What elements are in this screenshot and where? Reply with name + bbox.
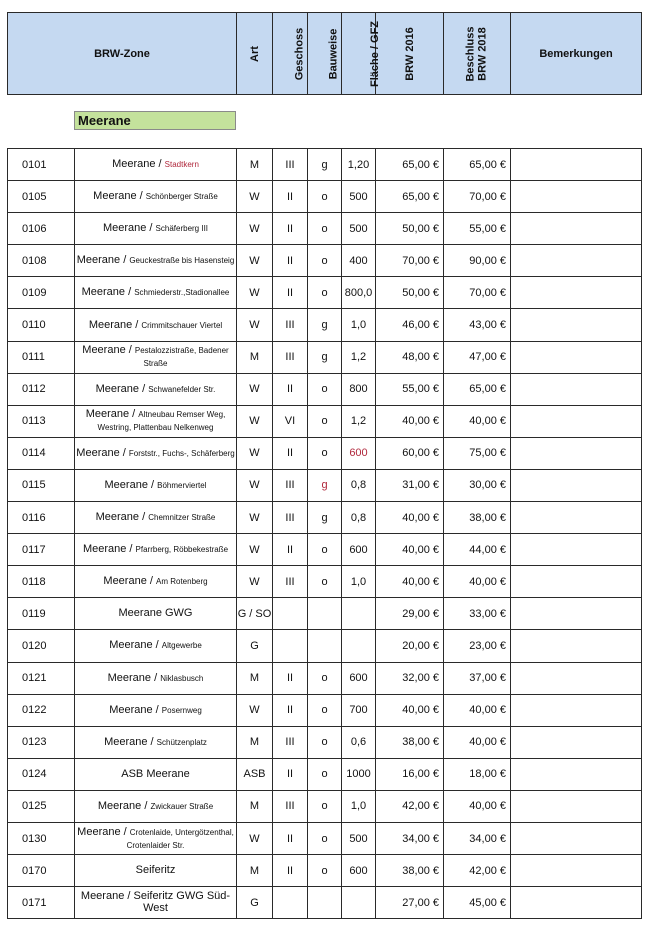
geschoss-cell: II — [273, 437, 308, 469]
table-body — [8, 149, 642, 919]
table-row — [8, 534, 642, 566]
flaeche-gfz-cell: 1,2 — [342, 405, 376, 437]
flaeche-gfz-cell: 500 — [342, 213, 376, 245]
zone-name-main: Meerane / — [85, 408, 139, 421]
geschoss-cell: III — [273, 341, 308, 373]
bemerkungen-cell — [511, 566, 642, 598]
art-cell: G — [237, 887, 273, 919]
brw-2016-cell: 27,00 € — [376, 887, 444, 919]
table-row — [8, 887, 642, 919]
brw-2018-cell: 30,00 € — [444, 469, 511, 501]
zone-name-main: Meerane / — [93, 190, 146, 203]
section-label: Meerane — [74, 111, 236, 130]
zone-name — [75, 598, 237, 630]
zone-number: 0109 — [8, 277, 75, 309]
zone-name-detail: Pestalozzistraße, Badener Straße — [134, 346, 229, 369]
art-cell: W — [237, 309, 273, 341]
table-row — [8, 566, 642, 598]
geschoss-cell: III — [273, 309, 308, 341]
geschoss-cell: III — [273, 566, 308, 598]
zone-name — [75, 469, 237, 501]
flaeche-gfz-cell: 0,6 — [342, 726, 376, 758]
flaeche-gfz-cell: 600 — [342, 534, 376, 566]
brw-2016-cell: 40,00 € — [376, 405, 444, 437]
art-cell: G / SO — [237, 598, 273, 630]
zone-name-main: Meerane / — [82, 344, 135, 357]
brw-2018-cell: 40,00 € — [444, 726, 511, 758]
geschoss-cell: III — [273, 149, 308, 181]
bemerkungen-cell — [511, 277, 642, 309]
zone-number: 0130 — [8, 822, 75, 854]
zone-number: 0124 — [8, 758, 75, 790]
bauweise-cell: o — [308, 855, 342, 887]
zone-name-main: Meerane / — [104, 735, 157, 748]
brw-2018-cell: 47,00 € — [444, 341, 511, 373]
table-row — [8, 309, 642, 341]
zone-name-main: Meerane / — [88, 318, 142, 331]
zone-name-main: Meerane / — [109, 639, 162, 652]
zone-name-main: Meerane / — [95, 511, 149, 524]
zone-name — [75, 245, 237, 277]
zone-name — [75, 662, 237, 694]
header-brw-2016: BRW 2016 — [376, 13, 444, 95]
zone-name-detail: Böhmerviertel — [157, 480, 207, 490]
geschoss-cell: II — [273, 855, 308, 887]
bauweise-cell: o — [308, 213, 342, 245]
flaeche-gfz-cell: 1,20 — [342, 149, 376, 181]
brw-2018-cell: 65,00 € — [444, 149, 511, 181]
table-row — [8, 373, 642, 405]
brw-2016-cell: 40,00 € — [376, 502, 444, 534]
zone-number: 0121 — [8, 662, 75, 694]
zone-name — [75, 181, 237, 213]
bauweise-cell — [308, 630, 342, 662]
bauweise-cell: g — [308, 341, 342, 373]
flaeche-gfz-cell: 500 — [342, 822, 376, 854]
bauweise-cell: o — [308, 245, 342, 277]
brw-2018-cell: 40,00 € — [444, 790, 511, 822]
art-cell: M — [237, 790, 273, 822]
zone-name-main: Meerane / — [76, 446, 129, 459]
brw-2018-cell: 70,00 € — [444, 181, 511, 213]
flaeche-gfz-cell — [342, 598, 376, 630]
bauweise-cell: g — [308, 469, 342, 501]
flaeche-gfz-cell — [342, 887, 376, 919]
brw-2018-cell: 40,00 € — [444, 566, 511, 598]
brw-2018-cell: 55,00 € — [444, 213, 511, 245]
zone-name — [75, 341, 237, 373]
bauweise-cell: o — [308, 694, 342, 726]
brw-2018-cell: 65,00 € — [444, 373, 511, 405]
zone-number: 0105 — [8, 181, 75, 213]
bemerkungen-cell — [511, 598, 642, 630]
zone-name-detail: Schönberger Straße — [145, 192, 218, 202]
header-geschoss: Geschoss — [273, 13, 308, 95]
zone-number: 0116 — [8, 502, 75, 534]
zone-name — [75, 790, 237, 822]
bemerkungen-cell — [511, 149, 642, 181]
geschoss-cell: III — [273, 726, 308, 758]
zone-name-main: ASB Meerane — [121, 767, 190, 780]
geschoss-cell: II — [273, 758, 308, 790]
brw-2018-cell: 18,00 € — [444, 758, 511, 790]
geschoss-cell: III — [273, 790, 308, 822]
brw-2016-cell: 31,00 € — [376, 469, 444, 501]
bemerkungen-cell — [511, 694, 642, 726]
bauweise-cell: g — [308, 309, 342, 341]
art-cell: W — [237, 437, 273, 469]
zone-name — [75, 822, 237, 854]
zone-number: 0120 — [8, 630, 75, 662]
brw-2016-cell: 29,00 € — [376, 598, 444, 630]
header-art: Art — [237, 13, 273, 95]
brw-2016-cell: 55,00 € — [376, 373, 444, 405]
bemerkungen-cell — [511, 662, 642, 694]
table-row — [8, 694, 642, 726]
art-cell: W — [237, 213, 273, 245]
header-flaeche-gfz: Fläche / GFZ — [342, 13, 376, 95]
zone-name-detail: Forststr., Fuchs-, Schäferberg — [128, 448, 235, 458]
bemerkungen-cell — [511, 502, 642, 534]
zone-name — [75, 373, 237, 405]
flaeche-gfz-cell: 700 — [342, 694, 376, 726]
zone-name-detail: Schmiederstr.,Stadionallee — [134, 288, 230, 298]
brw-2016-cell: 40,00 € — [376, 534, 444, 566]
bemerkungen-cell — [511, 213, 642, 245]
zone-number: 0119 — [8, 598, 75, 630]
art-cell: ASB — [237, 758, 273, 790]
zone-number: 0118 — [8, 566, 75, 598]
art-cell: W — [237, 694, 273, 726]
zone-name-main: Seiferitz — [135, 864, 176, 877]
zone-name-detail: Geuckestraße bis Hasensteig — [129, 256, 235, 266]
flaeche-gfz-cell: 400 — [342, 245, 376, 277]
zone-name-main: Meerane / — [95, 382, 149, 395]
zone-number: 0110 — [8, 309, 75, 341]
geschoss-cell: III — [273, 502, 308, 534]
table-row — [8, 469, 642, 501]
art-cell: W — [237, 181, 273, 213]
flaeche-gfz-cell: 600 — [342, 855, 376, 887]
zone-name — [75, 277, 237, 309]
geschoss-cell: III — [273, 469, 308, 501]
table-row — [8, 437, 642, 469]
zone-name-detail: Niklasbusch — [160, 673, 204, 683]
bauweise-cell: o — [308, 437, 342, 469]
art-cell: W — [237, 469, 273, 501]
brw-2016-cell: 34,00 € — [376, 822, 444, 854]
zone-name — [75, 694, 237, 726]
bauweise-cell — [308, 887, 342, 919]
zone-name — [75, 534, 237, 566]
brw-2016-cell: 40,00 € — [376, 694, 444, 726]
brw-2016-cell: 48,00 € — [376, 341, 444, 373]
brw-2018-cell: 42,00 € — [444, 855, 511, 887]
bemerkungen-cell — [511, 469, 642, 501]
table-row — [8, 662, 642, 694]
bemerkungen-cell — [511, 341, 642, 373]
zone-number: 0115 — [8, 469, 75, 501]
brw-2018-cell: 40,00 € — [444, 405, 511, 437]
art-cell: W — [237, 277, 273, 309]
brw-2016-cell: 38,00 € — [376, 855, 444, 887]
brw-2018-cell: 75,00 € — [444, 437, 511, 469]
bemerkungen-cell — [511, 630, 642, 662]
table-row — [8, 630, 642, 662]
zone-name-main: Meerane / — [82, 543, 136, 556]
bemerkungen-cell — [511, 534, 642, 566]
bauweise-cell: o — [308, 566, 342, 598]
zone-name-detail: Pfarrberg, Röbbekestraße — [135, 545, 229, 555]
zone-name-main: Meerane / — [107, 671, 161, 684]
zone-name-main: Meerane GWG — [118, 607, 193, 620]
brw-2018-cell: 38,00 € — [444, 502, 511, 534]
art-cell: W — [237, 373, 273, 405]
zone-number: 0122 — [8, 694, 75, 726]
bemerkungen-cell — [511, 437, 642, 469]
bemerkungen-cell — [511, 181, 642, 213]
table-row — [8, 822, 642, 854]
zone-number: 0113 — [8, 405, 75, 437]
table-row — [8, 405, 642, 437]
brw-2018-cell: 44,00 € — [444, 534, 511, 566]
zone-name — [75, 149, 237, 181]
brw-2016-cell: 20,00 € — [376, 630, 444, 662]
bauweise-cell: g — [308, 502, 342, 534]
zone-number: 0125 — [8, 790, 75, 822]
brw-2018-cell: 23,00 € — [444, 630, 511, 662]
zone-name-detail: Chemnitzer Straße — [148, 513, 216, 523]
bemerkungen-cell — [511, 309, 642, 341]
zone-number: 0117 — [8, 534, 75, 566]
bemerkungen-cell — [511, 726, 642, 758]
zone-name-detail: Altgewerbe — [161, 641, 202, 651]
table-row — [8, 245, 642, 277]
zone-name-detail: Altneubau Remser Weg, Westring, Plattenbau Nelkenweg — [97, 410, 226, 433]
zone-name-main: Meerane / — [76, 254, 130, 267]
table-row — [8, 149, 642, 181]
bemerkungen-cell — [511, 887, 642, 919]
bemerkungen-cell — [511, 245, 642, 277]
geschoss-cell — [273, 598, 308, 630]
flaeche-gfz-cell: 0,8 — [342, 469, 376, 501]
zone-name — [75, 726, 237, 758]
bauweise-cell: o — [308, 181, 342, 213]
brw-2016-cell: 50,00 € — [376, 213, 444, 245]
zone-number: 0106 — [8, 213, 75, 245]
brw-table — [7, 148, 642, 919]
zone-name — [75, 566, 237, 598]
header-bemerkungen: Bemerkungen — [511, 13, 642, 95]
zone-name — [75, 630, 237, 662]
flaeche-gfz-cell — [342, 630, 376, 662]
geschoss-cell: II — [273, 694, 308, 726]
zone-number: 0111 — [8, 341, 75, 373]
zone-name-main: Meerane / — [109, 703, 162, 716]
brw-2016-cell: 46,00 € — [376, 309, 444, 341]
bemerkungen-cell — [511, 758, 642, 790]
art-cell: M — [237, 726, 273, 758]
geschoss-cell: II — [273, 534, 308, 566]
zone-name-detail: Stadtkern — [164, 160, 199, 170]
art-cell: W — [237, 534, 273, 566]
brw-2016-cell: 65,00 € — [376, 181, 444, 213]
brw-2016-cell: 70,00 € — [376, 245, 444, 277]
zone-name-detail: Posernweg — [161, 705, 202, 715]
geschoss-cell — [273, 630, 308, 662]
bemerkungen-cell — [511, 790, 642, 822]
bemerkungen-cell — [511, 405, 642, 437]
flaeche-gfz-cell: 1,0 — [342, 790, 376, 822]
table-row — [8, 790, 642, 822]
zone-name-main: Meerane / — [104, 478, 158, 491]
bauweise-cell: o — [308, 758, 342, 790]
bauweise-cell: o — [308, 662, 342, 694]
flaeche-gfz-cell: 1,0 — [342, 309, 376, 341]
geschoss-cell: VI — [273, 405, 308, 437]
brw-2016-cell: 40,00 € — [376, 566, 444, 598]
geschoss-cell: II — [273, 181, 308, 213]
zone-name-main: Meerane / — [112, 158, 165, 171]
zone-name-detail: Am Rotenberg — [156, 577, 208, 587]
zone-name-detail: Crotenlaide, Untergötzenthal, Crotenlaider Str. — [126, 827, 234, 850]
bauweise-cell: o — [308, 405, 342, 437]
zone-name-detail: Schäferberg III — [155, 224, 209, 234]
zone-name-main: Meerane / Seiferitz GWG Süd-West — [80, 890, 231, 915]
brw-2018-cell: 70,00 € — [444, 277, 511, 309]
flaeche-gfz-cell: 1000 — [342, 758, 376, 790]
zone-number: 0101 — [8, 149, 75, 181]
geschoss-cell: II — [273, 373, 308, 405]
flaeche-gfz-cell: 1,0 — [342, 566, 376, 598]
art-cell: W — [237, 566, 273, 598]
brw-2018-cell: 33,00 € — [444, 598, 511, 630]
zone-number: 0123 — [8, 726, 75, 758]
brw-2016-cell: 38,00 € — [376, 726, 444, 758]
bemerkungen-cell — [511, 373, 642, 405]
flaeche-gfz-cell: 500 — [342, 181, 376, 213]
zone-number: 0170 — [8, 855, 75, 887]
zone-name-main: Meerane / — [103, 575, 156, 588]
flaeche-gfz-cell: 800 — [342, 373, 376, 405]
bauweise-cell: o — [308, 277, 342, 309]
header-beschluss-brw-2018: Beschluss BRW 2018 — [444, 13, 511, 95]
flaeche-gfz-cell: 0,8 — [342, 502, 376, 534]
table-row — [8, 341, 642, 373]
zone-name-detail: Schwanefelder Str. — [148, 384, 216, 394]
zone-name — [75, 502, 237, 534]
brw-2016-cell: 42,00 € — [376, 790, 444, 822]
zone-name — [75, 855, 237, 887]
brw-2018-cell: 45,00 € — [444, 887, 511, 919]
zone-name-main: Meerane / — [81, 286, 135, 299]
header-brw-zone: BRW-Zone — [8, 13, 237, 95]
bemerkungen-cell — [511, 855, 642, 887]
art-cell: W — [237, 405, 273, 437]
bemerkungen-cell — [511, 822, 642, 854]
art-cell: W — [237, 502, 273, 534]
zone-name — [75, 437, 237, 469]
zone-name-detail: Crimmitschauer Viertel — [141, 320, 223, 330]
table-row — [8, 502, 642, 534]
geschoss-cell: II — [273, 662, 308, 694]
zone-name-main: Meerane / — [102, 222, 156, 235]
bauweise-cell: g — [308, 149, 342, 181]
zone-name — [75, 213, 237, 245]
brw-2018-cell: 34,00 € — [444, 822, 511, 854]
zone-number: 0114 — [8, 437, 75, 469]
geschoss-cell: II — [273, 277, 308, 309]
brw-2018-cell: 43,00 € — [444, 309, 511, 341]
table-row — [8, 758, 642, 790]
bauweise-cell: o — [308, 534, 342, 566]
zone-name-detail: Schützenplatz — [156, 737, 207, 747]
art-cell: M — [237, 662, 273, 694]
bauweise-cell: o — [308, 373, 342, 405]
flaeche-gfz-cell: 800,0 — [342, 277, 376, 309]
table-header — [7, 12, 642, 95]
brw-2018-cell: 40,00 € — [444, 694, 511, 726]
geschoss-cell: II — [273, 245, 308, 277]
bauweise-cell — [308, 598, 342, 630]
geschoss-cell: II — [273, 213, 308, 245]
zone-name — [75, 758, 237, 790]
table-row — [8, 213, 642, 245]
art-cell: W — [237, 822, 273, 854]
flaeche-gfz-cell: 1,2 — [342, 341, 376, 373]
art-cell: W — [237, 245, 273, 277]
brw-2018-cell: 90,00 € — [444, 245, 511, 277]
brw-2016-cell: 32,00 € — [376, 662, 444, 694]
table-row — [8, 277, 642, 309]
zone-name-main: Meerane / — [77, 825, 130, 838]
flaeche-gfz-cell: 600 — [342, 437, 376, 469]
brw-2018-cell: 37,00 € — [444, 662, 511, 694]
art-cell: M — [237, 149, 273, 181]
geschoss-cell: II — [273, 822, 308, 854]
header-bauweise: Bauweise — [308, 13, 342, 95]
zone-number: 0108 — [8, 245, 75, 277]
bauweise-cell: o — [308, 822, 342, 854]
brw-2016-cell: 50,00 € — [376, 277, 444, 309]
geschoss-cell — [273, 887, 308, 919]
brw-2016-cell: 16,00 € — [376, 758, 444, 790]
art-cell: G — [237, 630, 273, 662]
zone-number: 0112 — [8, 373, 75, 405]
art-cell: M — [237, 855, 273, 887]
brw-2016-cell: 65,00 € — [376, 149, 444, 181]
zone-number: 0171 — [8, 887, 75, 919]
zone-name-detail: Zwickauer Straße — [150, 801, 214, 811]
brw-2016-cell: 60,00 € — [376, 437, 444, 469]
bauweise-cell: o — [308, 726, 342, 758]
zone-name — [75, 887, 237, 919]
table-row — [8, 598, 642, 630]
zone-name — [75, 405, 237, 437]
flaeche-gfz-cell: 600 — [342, 662, 376, 694]
table-row — [8, 726, 642, 758]
zone-name — [75, 309, 237, 341]
table-row — [8, 855, 642, 887]
zone-name-main: Meerane / — [97, 799, 151, 812]
bauweise-cell: o — [308, 790, 342, 822]
art-cell: M — [237, 341, 273, 373]
table-row — [8, 181, 642, 213]
